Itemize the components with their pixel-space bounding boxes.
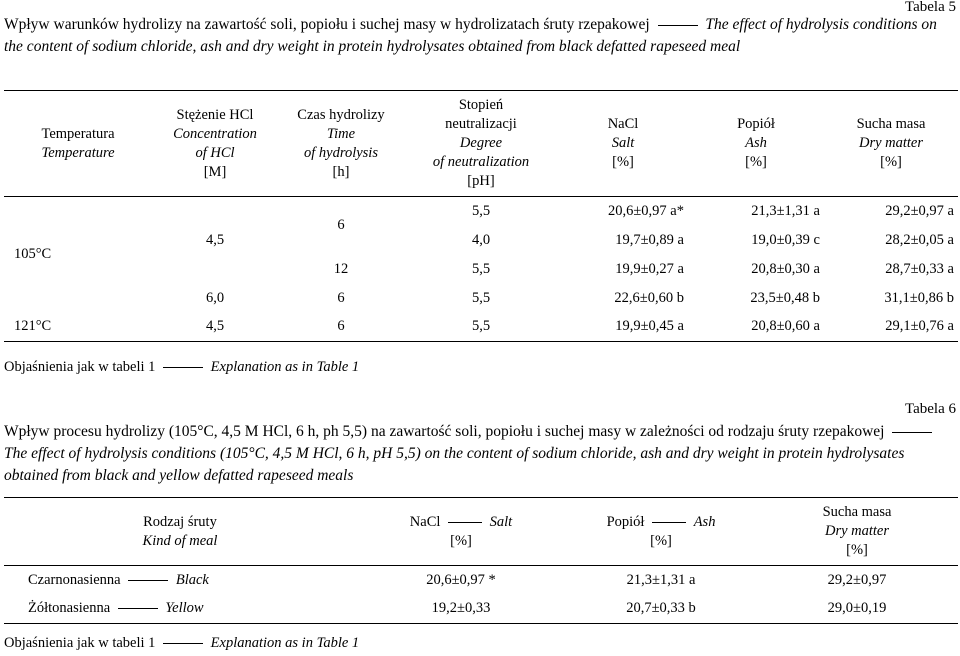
header-ash-en: Ash: [745, 135, 767, 151]
separator-dash: [163, 367, 203, 368]
header-neutralization-degree: [404, 91, 558, 197]
table5-number: Tabela 5: [904, 0, 956, 15]
table6-note-en: Explanation as in Table 1: [210, 635, 360, 651]
header-dry-en: Dry matter: [824, 523, 890, 539]
cell-kind: [4, 566, 356, 595]
header-time-pl: Czas hydrolizy: [297, 106, 385, 123]
header-ash-pl: Popiół: [606, 513, 645, 530]
header-time-en2: of hydrolysis: [304, 144, 378, 161]
header-ash-unit: [%]: [650, 532, 672, 549]
header-ash: [566, 498, 756, 566]
table5-caption-pl: Wpływ warunków hydrolizy na zawartość soli, popiołu i suchej masy w hydrolizatach śruty rzepakowej: [4, 16, 650, 33]
header-nacl-pl: NaCl: [607, 116, 639, 132]
cell-ph: 5,5: [471, 289, 491, 306]
cell-dry-matter: 29,0±0,19: [827, 600, 887, 617]
cell-ash: 20,8±0,30 a: [751, 260, 820, 277]
separator-dash: [163, 643, 203, 644]
header-hcl-concentration: [152, 91, 278, 197]
cell-nacl: 19,7±0,89 a: [615, 231, 684, 248]
header-ash-pl: Popiół: [737, 116, 775, 132]
cell-time: 6: [337, 318, 345, 335]
cell-nacl: 19,2±0,33: [431, 600, 491, 617]
header-time-unit: [h]: [332, 163, 350, 180]
table5-note: [4, 358, 359, 377]
header-kind-pl: Rodzaj śruty: [143, 513, 217, 530]
cell-time: 6: [337, 289, 345, 306]
header-ash-line: [566, 513, 756, 532]
header-nacl-line: [356, 513, 566, 532]
header-nacl: [356, 498, 566, 566]
header-dry-pl: Sucha masa: [822, 504, 892, 520]
cell-kind-pl: Czarnonasienna: [28, 571, 121, 588]
header-temperature: [4, 91, 152, 197]
header-nacl-unit: [%]: [450, 532, 472, 549]
separator-dash: [118, 608, 158, 609]
header-hydrolysis-time: [278, 91, 404, 197]
header-nacl-en: Salt: [489, 513, 513, 530]
table-row: [4, 566, 958, 595]
cell-dry-matter: 28,7±0,33 a: [885, 260, 954, 277]
table6: [4, 497, 958, 624]
cell-ash: 19,0±0,39 c: [751, 231, 820, 248]
cell-hcl: 4,5: [205, 318, 225, 335]
cell-kind: [4, 595, 356, 624]
cell-temperature: 105°C: [14, 246, 52, 263]
cell-nacl: 20,6±0,97 *: [426, 571, 496, 588]
header-ash-unit: [%]: [745, 154, 767, 170]
header-nacl-en: Salt: [611, 135, 635, 151]
table6-header-row: [4, 498, 958, 566]
header-nacl-unit: [%]: [612, 154, 634, 170]
cell-hcl: 4,5: [205, 231, 225, 248]
header-deg-en2: of neutralization: [432, 154, 530, 170]
header-kind-of-meal: [4, 498, 356, 566]
cell-dry-matter: 29,2±0,97: [827, 571, 887, 588]
header-dry-unit: [%]: [880, 154, 902, 170]
cell-ash: 20,8±0,60 a: [751, 318, 820, 335]
table6-note: [4, 634, 359, 653]
table5-header-row: [4, 91, 958, 197]
cell-kind-en: Yellow: [165, 600, 204, 617]
separator-dash: [658, 25, 698, 26]
cell-dry-matter: 29,2±0,97 a: [885, 202, 954, 219]
table6-caption: [4, 421, 958, 487]
cell-ash: 23,5±0,48 b: [750, 289, 820, 306]
cell-nacl: 22,6±0,60 b: [614, 289, 684, 306]
table-row: [4, 595, 958, 624]
cell-kind-en: Black: [175, 571, 209, 588]
table6-note-pl: Objaśnienia jak w tabeli 1: [4, 635, 156, 651]
cell-ph: 5,5: [471, 260, 491, 277]
header-kind-en: Kind of meal: [142, 532, 218, 549]
cell-ash: 21,3±1,31 a: [751, 202, 820, 219]
header-deg-pl2: neutralizacji: [445, 116, 517, 132]
separator-dash: [448, 522, 482, 523]
cell-time: 6: [337, 217, 345, 234]
header-hcl-unit: [M]: [203, 163, 227, 180]
header-temperature-pl: Temperatura: [41, 125, 115, 142]
table5: [4, 90, 958, 342]
cell-dry-matter: 29,1±0,76 a: [885, 318, 954, 335]
header-dry-en: Dry matter: [858, 135, 924, 151]
header-hcl-en2: of HCl: [195, 144, 235, 161]
cell-dry-matter: 28,2±0,05 a: [885, 231, 954, 248]
header-nacl-pl: NaCl: [409, 513, 441, 530]
cell-dry-matter: 31,1±0,86 b: [884, 289, 954, 306]
cell-ph: 5,5: [471, 318, 491, 335]
header-deg-pl1: Stopień: [458, 97, 504, 113]
table6-caption-pl: Wpływ procesu hydrolizy (105°C, 4,5 M HCl, 6 h, ph 5,5) na zawartość soli, popiołu i suchej masy w zależności od rodzaju śruty rzepakowej: [4, 423, 885, 440]
header-hcl-en1: Concentration: [173, 125, 257, 142]
table-row: [4, 197, 958, 226]
table6-caption-en: The effect of hydrolysis conditions (105°C, 4,5 M HCl, 6 h, pH 5,5) on the content of sodium chloride, ash and dry weight in protein hydrolysates obtained from black and yellow defatted rapeseed meals: [4, 445, 905, 484]
cell-hcl: 6,0: [205, 289, 225, 306]
header-deg-unit: [pH]: [467, 173, 495, 189]
header-time-en1: Time: [326, 125, 356, 142]
header-temperature-en: Temperature: [41, 144, 115, 161]
cell-ash: 20,7±0,33 b: [626, 600, 696, 617]
header-hcl-pl: Stężenie HCl: [176, 106, 254, 123]
header-ash: [688, 91, 824, 197]
table-row: [4, 313, 958, 342]
table5-note-en: Explanation as in Table 1: [210, 359, 360, 375]
separator-dash: [652, 522, 686, 523]
cell-kind-pl: Żółtonasienna: [28, 600, 111, 617]
table6-number: Tabela 6: [904, 401, 956, 417]
cell-ph: 5,5: [471, 202, 491, 219]
cell-temperature: 121°C: [14, 318, 52, 335]
cell-ph: 4,0: [471, 231, 491, 248]
header-dry-matter: [756, 498, 958, 566]
cell-ash: 21,3±1,31 a: [626, 571, 696, 588]
header-ash-en: Ash: [693, 513, 716, 530]
cell-time: 12: [333, 260, 349, 277]
separator-dash: [128, 580, 168, 581]
header-nacl: [558, 91, 688, 197]
header-dry-pl: Sucha masa: [856, 116, 926, 132]
table5-note-pl: Objaśnienia jak w tabeli 1: [4, 359, 156, 375]
header-deg-en1: Degree: [459, 135, 503, 151]
cell-nacl: 19,9±0,27 a: [615, 260, 684, 277]
header-dry-matter: [824, 91, 958, 197]
separator-dash: [892, 432, 932, 433]
cell-nacl: 20,6±0,97 a*: [607, 202, 684, 219]
cell-nacl: 19,9±0,45 a: [615, 318, 684, 335]
table5-caption: [4, 14, 958, 58]
table5-caption-en: The effect of hydrolysis conditions on the content of sodium chloride, ash and dry weight in protein hydrolysates obtained from black defatted rapeseed meal: [4, 16, 937, 55]
header-dry-unit: [%]: [846, 542, 868, 558]
